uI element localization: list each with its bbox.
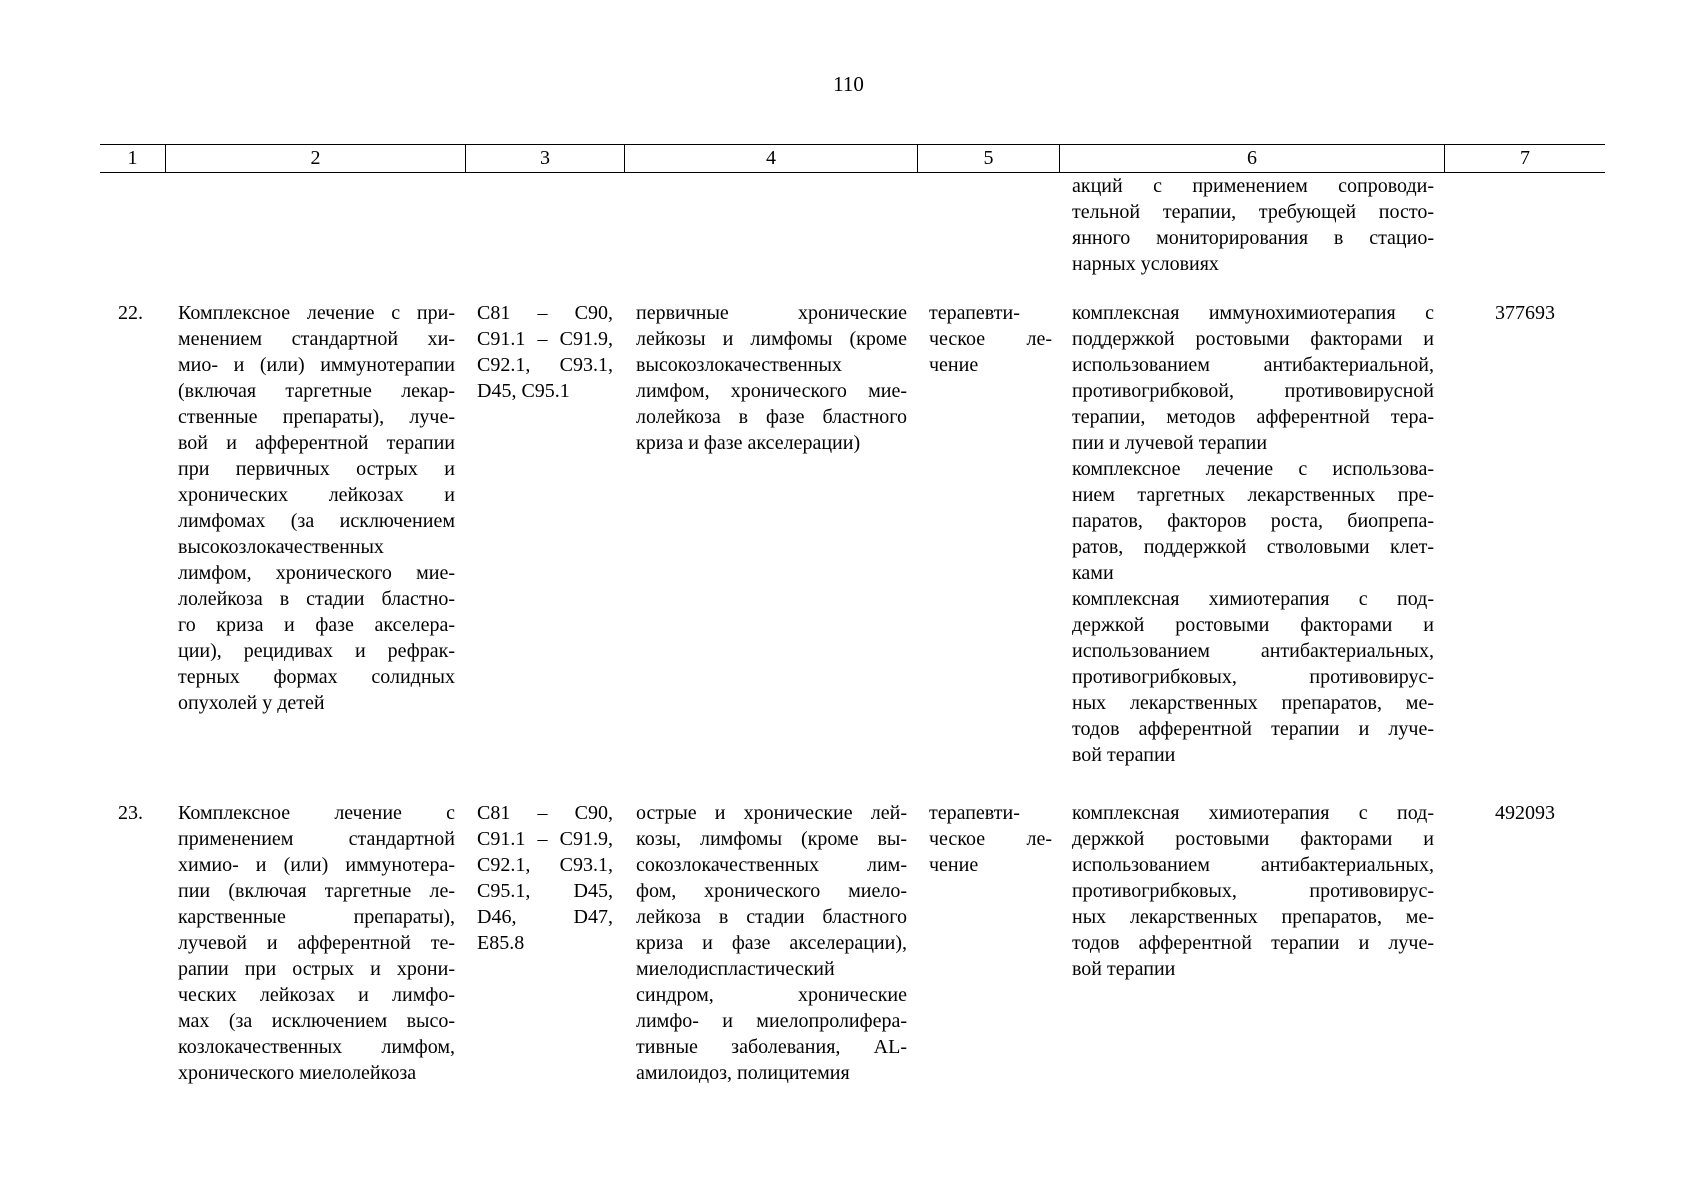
text-line: лимфом, хронического мие- <box>636 380 907 402</box>
text-line: лимфом, хронического мие- <box>178 562 455 584</box>
text-line: лейкозы и лимфомы (кроме <box>636 328 907 350</box>
text-line: комплексное лечение с использова- <box>1072 458 1434 480</box>
text-line: при первичных острых и <box>178 458 455 480</box>
header-col-4: 4 <box>625 145 918 172</box>
text-line: тельной терапии, требующей посто- <box>1072 201 1434 223</box>
text-line: лейкоза в стадии бластного <box>636 906 907 928</box>
text-line: нарных условиях <box>1072 253 1219 275</box>
text-line: D45, C95.1 <box>477 380 570 402</box>
text-line: амилоидоз, полицитемия <box>636 1062 850 1084</box>
text-line: лимфо- и миелопролифера- <box>636 1010 907 1032</box>
text-line: C91.1 – C91.9, <box>477 328 613 350</box>
text-line: го криза и фазе акселера- <box>178 614 455 636</box>
text-line: пии и лучевой терапии <box>1072 432 1268 454</box>
row-23-number: 23. <box>118 802 143 824</box>
text-line: мах (за исключением высо- <box>178 1010 455 1032</box>
text-line: тивные заболевания, AL- <box>636 1036 907 1058</box>
text-line: терапевти- <box>929 302 1020 324</box>
header-col-1: 1 <box>100 145 166 172</box>
text-line: вой и афферентной терапии <box>178 432 455 454</box>
row-22-col2 <box>178 300 455 716</box>
text-line: терных формах солидных <box>178 666 455 688</box>
text-line: карственные препараты), <box>178 906 455 928</box>
header-col-3: 3 <box>466 145 625 172</box>
text-line: хронического миелолейкоза <box>178 1062 417 1084</box>
text-line: первичные хронические <box>636 302 907 324</box>
header-col-6: 6 <box>1060 145 1445 172</box>
text-line: чение <box>929 854 979 876</box>
header-col-5: 5 <box>918 145 1060 172</box>
text-line: пии (включая таргетные ле- <box>178 880 455 902</box>
text-line: лучевой и афферентной те- <box>178 932 455 954</box>
row-22-number: 22. <box>118 302 143 324</box>
row-22-col4 <box>636 300 907 456</box>
text-line: ных лекарственных препаратов, ме- <box>1072 692 1434 714</box>
row-22-col3 <box>477 300 613 404</box>
text-line: терапии, методов афферентной тера- <box>1072 406 1434 428</box>
text-line: лимфомах (за исключением <box>178 510 455 532</box>
text-line: C81 – C90, <box>477 302 613 324</box>
text-line: акций с применением сопроводи- <box>1072 175 1434 197</box>
text-line: поддержкой ростовыми факторами и <box>1072 328 1434 350</box>
text-line: Комплексное лечение с <box>178 802 455 824</box>
text-line: C95.1, D45, <box>477 880 613 902</box>
text-line: вой терапии <box>1072 958 1176 980</box>
row-22-col5 <box>929 300 1052 378</box>
text-line: козы, лимфомы (кроме вы- <box>636 828 907 850</box>
text-line: ческое ле- <box>929 828 1052 850</box>
text-line: (включая таргетные лекар- <box>178 380 455 402</box>
row-22-col7: 377693 <box>1495 302 1555 324</box>
row-23-col6 <box>1072 800 1434 982</box>
text-line: нием таргетных лекарственных пре- <box>1072 484 1434 506</box>
row-23-col4 <box>636 800 907 1086</box>
row-22-col6 <box>1072 300 1434 768</box>
text-line: ратов, поддержкой стволовыми клет- <box>1072 536 1434 558</box>
text-line: паратов, факторов роста, биопрепа- <box>1072 510 1434 532</box>
text-line: ческих лейкозах и лимфо- <box>178 984 455 1006</box>
text-line: C92.1, C93.1, <box>477 854 613 876</box>
text-line: опухолей у детей <box>178 692 325 714</box>
text-line: фом, хронического миело- <box>636 880 907 902</box>
text-line: рапии при острых и хрони- <box>178 958 455 980</box>
text-line: криза и фазе акселерации) <box>636 432 861 454</box>
text-line: противогрибковых, противовирус- <box>1072 666 1434 688</box>
text-line: терапевти- <box>929 802 1020 824</box>
text-line: высокозлокачественных <box>636 354 842 376</box>
text-line: применением стандартной <box>178 828 455 850</box>
text-line: держкой ростовыми факторами и <box>1072 828 1434 850</box>
text-line: комплексная иммунохимиотерапия с <box>1072 302 1434 324</box>
header-col-2: 2 <box>166 145 466 172</box>
continuation-col6 <box>1072 173 1434 277</box>
text-line: чение <box>929 354 979 376</box>
text-line: ции), рецидивах и рефрак- <box>178 640 455 662</box>
text-line: козлокачественных лимфом, <box>178 1036 455 1058</box>
text-line: вой терапии <box>1072 744 1176 766</box>
text-line: высокозлокачественных <box>178 536 384 558</box>
text-line: янного мониторирования в стацио- <box>1072 227 1434 249</box>
text-line: использованием антибактериальной, <box>1072 354 1434 376</box>
text-line: криза и фазе акселерации), <box>636 932 907 954</box>
text-line: комплексная химиотерапия с под- <box>1072 588 1434 610</box>
text-line: противогрибковых, противовирус- <box>1072 880 1434 902</box>
text-line: D46, D47, <box>477 906 613 928</box>
text-line: C81 – C90, <box>477 802 613 824</box>
text-line: синдром, хронические <box>636 984 907 1006</box>
header-col-7: 7 <box>1520 147 1530 169</box>
table-header <box>100 144 1605 173</box>
row-23-col3 <box>477 800 613 956</box>
text-line: хронических лейкозах и <box>178 484 455 506</box>
text-line: тодов афферентной терапии и луче- <box>1072 932 1434 954</box>
text-line: мио- и (или) иммунотерапии <box>178 354 455 376</box>
text-line: комплексная химиотерапия с под- <box>1072 802 1434 824</box>
text-line: менением стандартной хи- <box>178 328 455 350</box>
text-line: ственные препараты), луче- <box>178 406 455 428</box>
text-line: C92.1, C93.1, <box>477 354 613 376</box>
text-line: тодов афферентной терапии и луче- <box>1072 718 1434 740</box>
row-23-col7: 492093 <box>1495 802 1555 824</box>
text-line: ками <box>1072 562 1114 584</box>
text-line: лолейкоза в фазе бластного <box>636 406 907 428</box>
text-line: лолейкоза в стадии бластно- <box>178 588 455 610</box>
text-line: ческое ле- <box>929 328 1052 350</box>
page-number: 110 <box>833 72 864 96</box>
text-line: держкой ростовыми факторами и <box>1072 614 1434 636</box>
text-line: использованием антибактериальных, <box>1072 854 1434 876</box>
text-line: ных лекарственных препаратов, ме- <box>1072 906 1434 928</box>
text-line: противогрибковой, противовирусной <box>1072 380 1434 402</box>
text-line: использованием антибактериальных, <box>1072 640 1434 662</box>
row-23-col5 <box>929 800 1052 878</box>
text-line: E85.8 <box>477 932 525 954</box>
text-line: C91.1 – C91.9, <box>477 828 613 850</box>
text-line: миелодиспластический <box>636 958 835 980</box>
text-line: сокозлокачественных лим- <box>636 854 907 876</box>
row-23-col2 <box>178 800 455 1086</box>
text-line: Комплексное лечение с при- <box>178 302 455 324</box>
text-line: острые и хронические лей- <box>636 802 907 824</box>
text-line: химио- и (или) иммунотера- <box>178 854 455 876</box>
